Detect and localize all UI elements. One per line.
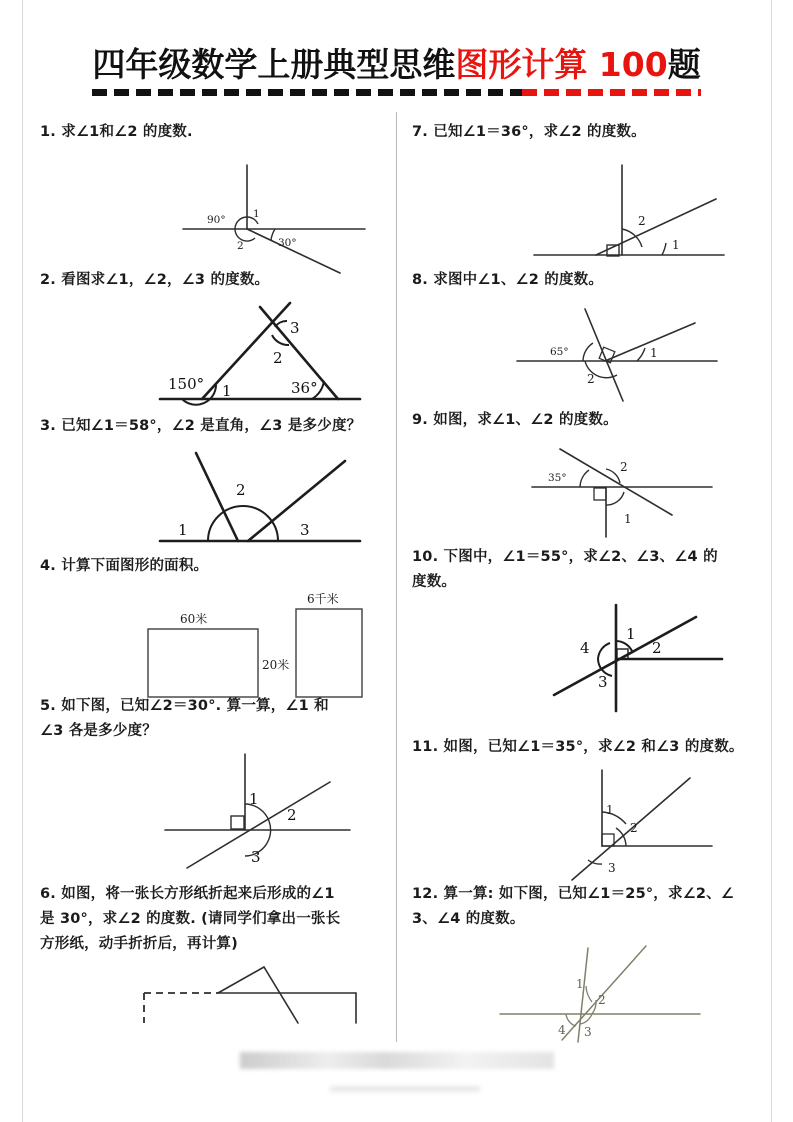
problem-11-line-1: 如图，已知∠1＝35°，求∠2 和∠3 的度数。: [443, 739, 744, 755]
footer-watermark-faint: [330, 1086, 480, 1092]
problem-7: [412, 120, 760, 271]
problem-3-label-1: 1: [178, 521, 188, 539]
underline-red-segment: [522, 89, 700, 96]
problem-9-label-1: 1: [624, 512, 632, 526]
problem-8-label-2: 2: [587, 372, 595, 386]
problem-5-text: [40, 694, 385, 744]
title-black-prefix: 四年级数学上册典型思维: [92, 45, 456, 84]
problem-2-label-3: 3: [290, 319, 300, 337]
problem-5-label-3: 3: [251, 848, 261, 866]
problem-10: [412, 545, 760, 715]
problem-11-text: [412, 735, 760, 760]
problem-6-text: [40, 882, 385, 957]
problem-5-number: 5.: [40, 698, 56, 714]
problem-5-figure: [40, 752, 385, 870]
problem-3-label-2: 2: [236, 481, 246, 499]
problem-1-label-30: 30°: [278, 237, 297, 249]
problem-3-text: [40, 414, 385, 439]
problem-12-label-1: 1: [576, 977, 584, 991]
problem-10-line-1: 下图中，∠1＝55°，求∠2、∠3、∠4 的: [443, 549, 718, 565]
problem-4-label-6km: 6千米: [307, 592, 339, 606]
title-dashed-underline: [92, 89, 700, 96]
problem-6-figure: [40, 965, 385, 1025]
problem-3-label-3: 3: [300, 521, 310, 539]
problem-4-text: [40, 554, 385, 579]
problem-7-label-2: 2: [638, 214, 646, 228]
problem-11-label-1: 1: [606, 803, 614, 817]
problem-12-line-1: 算一算: 如下图，已知∠1＝25°，求∠2、∠: [443, 886, 735, 902]
problem-7-line-1: 已知∠1＝36°，求∠2 的度数。: [433, 124, 646, 140]
problem-8-text: [412, 268, 760, 293]
title-black-suffix: 题: [667, 45, 701, 84]
problem-8-label-65: 65°: [550, 346, 569, 358]
problem-5-line-2: ∠3 各是多少度？: [40, 723, 157, 739]
underline-black-segment: [92, 89, 522, 96]
problem-1-number: 1.: [40, 124, 56, 140]
problem-4-label-60m: 60米: [180, 612, 208, 626]
problem-6-number: 6.: [40, 886, 56, 902]
problem-7-text: [412, 120, 760, 145]
problem-10-figure: [412, 603, 760, 715]
problem-1: [40, 120, 385, 276]
footer-watermark: [240, 1052, 554, 1069]
problem-2-label-150: 150°: [168, 375, 205, 393]
problem-5-label-1: 1: [249, 790, 259, 808]
problem-7-figure: [412, 159, 760, 271]
problem-4-number: 4.: [40, 558, 56, 574]
problem-9-label-35: 35°: [548, 472, 567, 484]
problem-11-figure: [412, 768, 760, 883]
problem-9-text: [412, 408, 760, 433]
problem-2-figure: [40, 301, 385, 411]
problem-12-figure: [412, 944, 760, 1049]
problem-4: [40, 554, 385, 701]
problem-2-label-1: 1: [222, 382, 232, 400]
column-divider: [396, 112, 397, 1042]
page-right-rule: [771, 0, 772, 1122]
problem-12-number: 12.: [412, 886, 439, 902]
problem-6-line-1: 如图，将一张长方形纸折起来后形成的∠1: [61, 886, 335, 902]
title-red-middle: 图形计算 100: [455, 45, 668, 84]
problem-3-line-1: 已知∠1＝58°，∠2 是直角，∠3 是多少度？: [61, 418, 362, 434]
problem-10-label-1: 1: [626, 625, 636, 643]
problem-3-figure: [40, 449, 385, 554]
problem-4-figure: [40, 591, 385, 701]
problem-11: [412, 735, 760, 883]
problem-12: [412, 882, 760, 1049]
problem-12-label-4: 4: [558, 1023, 566, 1037]
problem-3: [40, 414, 385, 554]
problem-10-label-2: 2: [652, 639, 662, 657]
problem-11-label-3: 3: [608, 861, 616, 875]
problem-8-figure: [412, 305, 760, 405]
problem-12-line-2: 3、∠4 的度数。: [412, 911, 525, 927]
problem-6-line-3: 方形纸，动手折折后，再计算): [40, 936, 238, 952]
problem-6: [40, 882, 385, 1025]
problem-1-label-1: 1: [253, 208, 260, 220]
problem-8: [412, 268, 760, 405]
problem-4-line-1: 计算下面图形的面积。: [61, 558, 209, 574]
problem-10-number: 10.: [412, 549, 439, 565]
problem-11-label-2: 2: [630, 821, 638, 835]
problem-2-label-2: 2: [273, 349, 283, 367]
problem-4-label-20m: 20米: [262, 658, 290, 672]
page-left-rule: [22, 0, 23, 1122]
problem-10-label-3: 3: [598, 673, 608, 691]
problem-2-text: [40, 268, 385, 293]
problem-9-line-1: 如图，求∠1、∠2 的度数。: [433, 412, 618, 428]
problem-6-line-2: 是 30°，求∠2 的度数. (请同学们拿出一张长: [40, 911, 341, 927]
problem-1-line-1: 求∠1和∠2 的度数.: [61, 124, 193, 140]
problem-12-text: [412, 882, 760, 932]
problem-11-number: 11.: [412, 739, 439, 755]
problem-2-number: 2.: [40, 272, 56, 288]
page-title: [0, 45, 793, 84]
problem-12-label-2: 2: [598, 993, 606, 1007]
problem-10-label-4: 4: [580, 639, 590, 657]
problem-12-label-3: 3: [584, 1025, 592, 1039]
problem-8-label-1: 1: [650, 346, 658, 360]
problem-2: [40, 268, 385, 411]
problem-2-label-36: 36°: [291, 379, 318, 397]
problem-9-number: 9.: [412, 412, 428, 428]
problem-1-text: [40, 120, 385, 145]
problem-5-label-2: 2: [287, 806, 297, 824]
problem-5-line-1: 如下图，已知∠2＝30°. 算一算，∠1 和: [61, 698, 329, 714]
problem-9: [412, 408, 760, 545]
problem-9-label-2: 2: [620, 460, 628, 474]
problem-7-label-1: 1: [672, 238, 680, 252]
problem-5: [40, 694, 385, 870]
problem-8-line-1: 求图中∠1、∠2 的度数。: [433, 272, 604, 288]
problem-7-number: 7.: [412, 124, 428, 140]
problem-1-label-2: 2: [237, 240, 244, 252]
problem-10-line-2: 度数。: [412, 574, 457, 590]
problem-1-figure: [40, 161, 385, 276]
problem-1-label-90: 90°: [207, 214, 226, 226]
problem-3-number: 3.: [40, 418, 56, 434]
problem-9-figure: [412, 445, 760, 545]
problem-2-line-1: 看图求∠1，∠2，∠3 的度数。: [61, 272, 270, 288]
problem-10-text: [412, 545, 760, 595]
problem-8-number: 8.: [412, 272, 428, 288]
